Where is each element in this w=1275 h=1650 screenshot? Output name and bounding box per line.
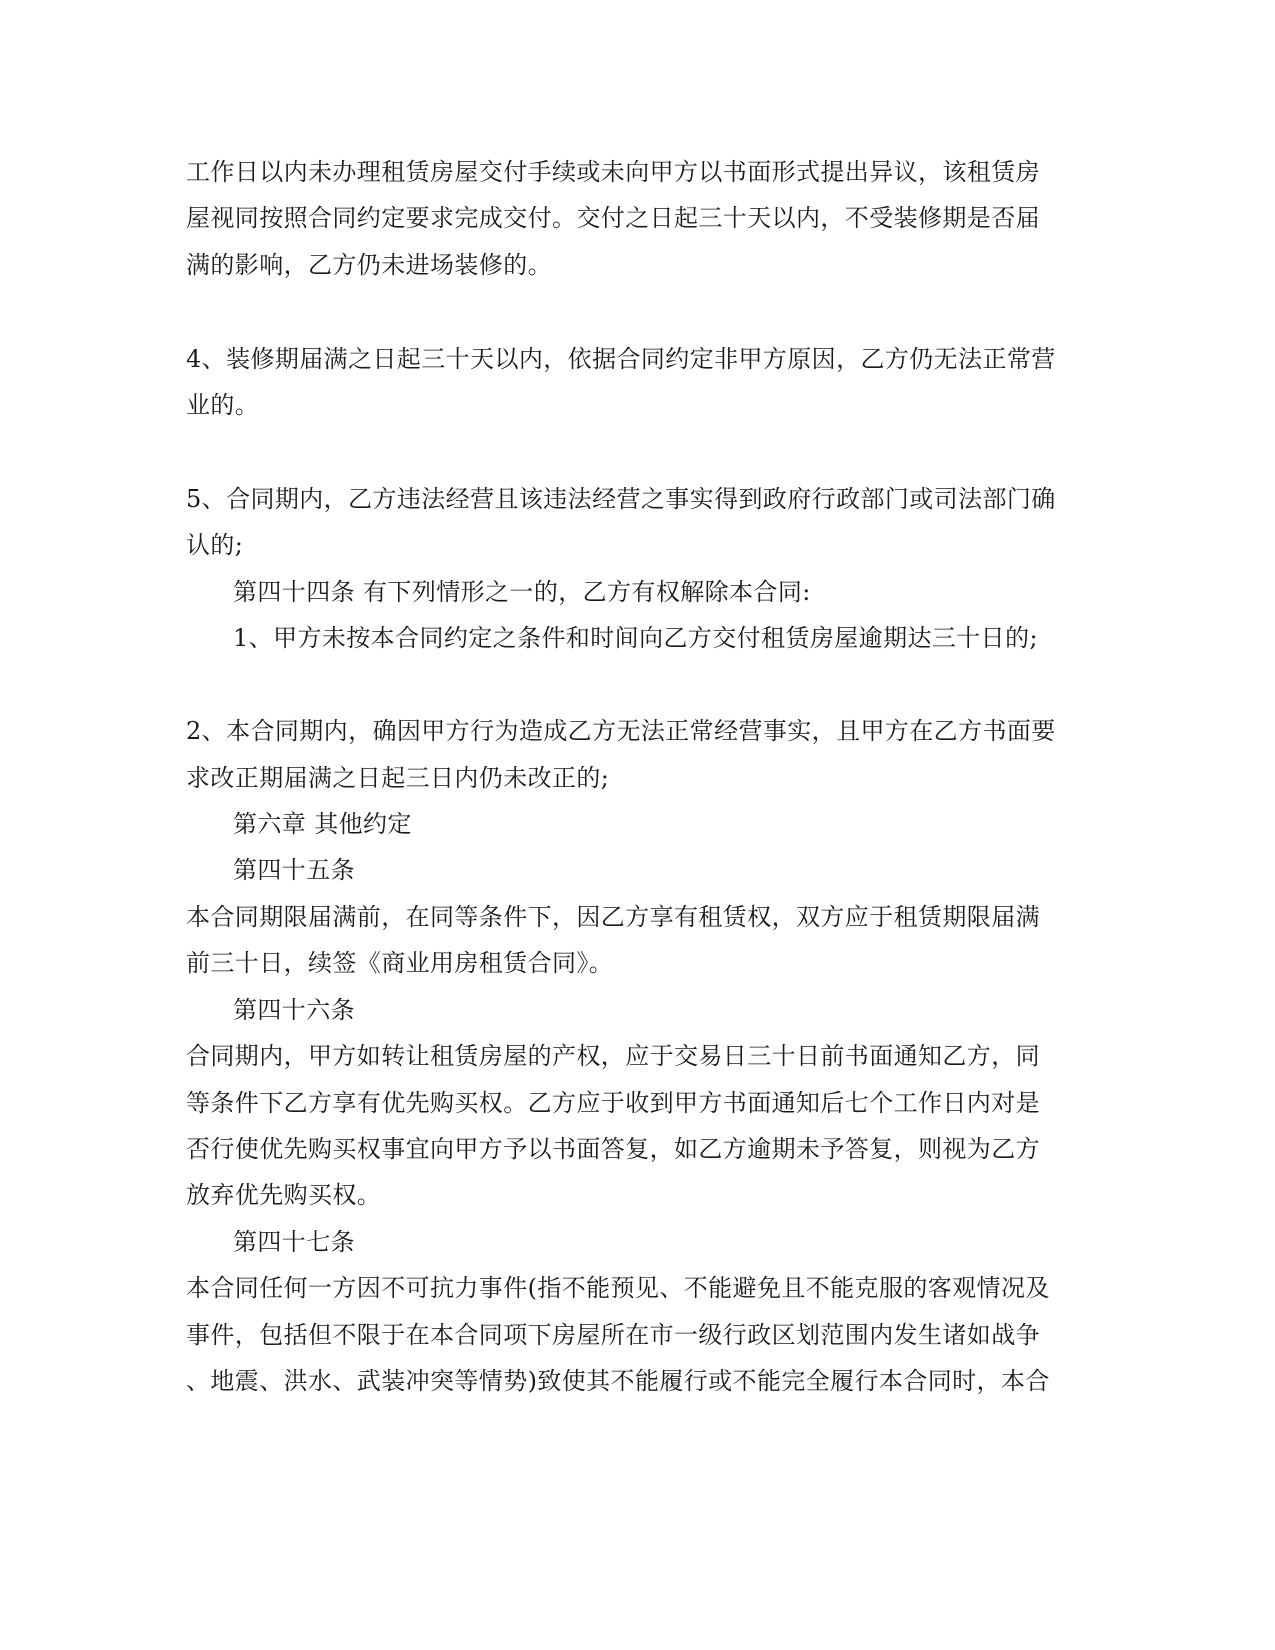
paragraph-line: 2、本合同期内，确因甲方行为造成乙方无法正常经营事实，且甲方在乙方书面要 (186, 717, 1056, 745)
paragraph-line: 放弃优先购买权。 (186, 1181, 382, 1209)
paragraph-line: 工作日以内未办理租赁房屋交付手续或未向甲方以书面形式提出异议，该租赁房 (186, 158, 1040, 186)
paragraph-line: 认的; (186, 531, 244, 559)
paragraph-line: 合同期内，甲方如转让租赁房屋的产权，应于交易日三十日前书面通知乙方，同 (186, 1042, 1040, 1070)
paragraph-line: 本合同任何一方因不可抗力事件(指不能预见、不能避免且不能克服的客观情况及 (186, 1274, 1050, 1302)
paragraph-line: 前三十日，续签《商业用房租赁合同》。 (186, 949, 614, 977)
paragraph-line: 本合同期限届满前，在同等条件下，因乙方享有租赁权，双方应于租赁期限届满 (186, 903, 1040, 931)
paragraph-line: 1、甲方未按本合同约定之条件和时间向乙方交付租赁房屋逾期达三十日的; (233, 624, 1038, 652)
paragraph-line: 5、合同期内，乙方违法经营且该违法经营之事实得到政府行政部门或司法部门确 (186, 485, 1056, 513)
paragraph-line: 满的影响，乙方仍未进场装修的。 (186, 251, 552, 279)
paragraph-line: 业的。 (186, 391, 260, 419)
paragraph-line: 等条件下乙方享有优先购买权。乙方应于收到甲方书面通知后七个工作日内对是 (186, 1089, 1040, 1117)
paragraph-line: 否行使优先购买权事宜向甲方予以书面答复，如乙方逾期未予答复，则视为乙方 (186, 1135, 1040, 1163)
article-heading: 第四十四条 有下列情形之一的，乙方有权解除本合同: (233, 578, 811, 606)
paragraph-line: 4、装修期届满之日起三十天以内，依据合同约定非甲方原因，乙方仍无法正常营 (186, 345, 1056, 373)
article-heading: 第四十五条 (233, 856, 355, 884)
paragraph-line: 屋视同按照合同约定要求完成交付。交付之日起三十天以内，不受装修期是否届 (186, 204, 1040, 232)
article-heading: 第四十七条 (233, 1228, 355, 1256)
chapter-heading: 第六章 其他约定 (233, 810, 412, 838)
paragraph-line: 、地震、洪水、武装冲突等情势)致使其不能履行或不能完全履行本合同时，本合 (186, 1367, 1050, 1395)
paragraph-line: 求改正期届满之日起三日内仍未改正的; (186, 764, 610, 792)
article-heading: 第四十六条 (233, 996, 355, 1024)
paragraph-line: 事件，包括但不限于在本合同项下房屋所在市一级行政区划范围内发生诸如战争 (186, 1321, 1040, 1349)
